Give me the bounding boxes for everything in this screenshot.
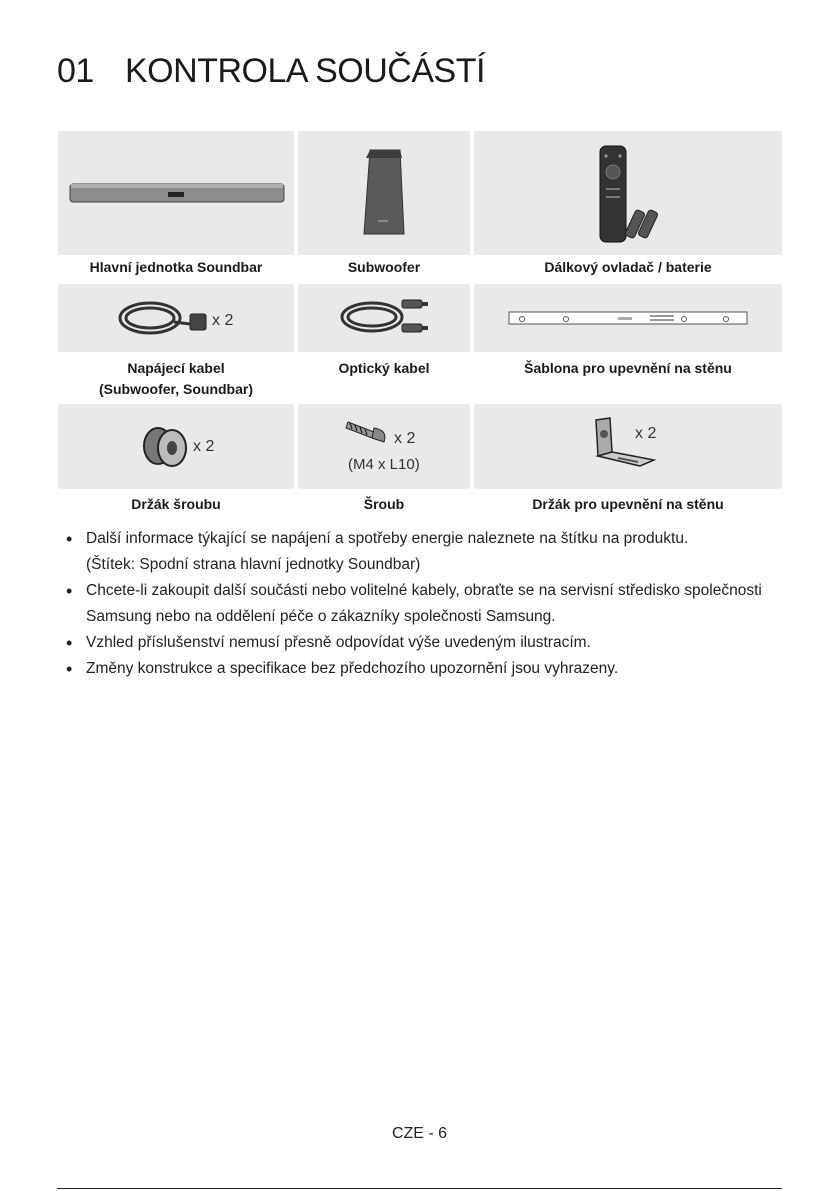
subwoofer-icon [362, 148, 406, 238]
power-cable-icon [116, 298, 212, 338]
screw-holder-icon [140, 424, 190, 470]
notes-list [66, 526, 786, 682]
footer-divider [57, 1188, 782, 1189]
list-item: • Další informace týkající se napájení a spotřeby energie naleznete na štítku na produktu. (Štítek: Spodní strana hlavní jednotky Soundbar) [66, 526, 786, 578]
screw-spec: (M4 x L10) [348, 456, 420, 473]
list-item: • Změny konstrukce a specifikace bez předchozího upozornění jsou vyhrazeny. [66, 656, 786, 682]
page-number: CZE - 6 [391, 1125, 448, 1142]
label-screw: Šroub [363, 496, 405, 512]
section-number: 01 [57, 52, 94, 90]
label-screw-holder: Držák šroubu [131, 496, 221, 512]
label-subwoofer: Subwoofer [347, 259, 421, 275]
list-item: • Chcete-li zakoupit další součásti nebo volitelné kabely, obraťte se na servisní středisko společnosti Samsung nebo na oddělení péče o zákazníky společnosti Samsung. [66, 578, 786, 630]
section-title: KONTROLA SOUČÁSTÍ [125, 52, 485, 90]
qty-power-cable: x 2 [212, 312, 234, 329]
qty-wall-bracket: x 2 [635, 425, 657, 442]
optical-cable-icon [336, 296, 432, 338]
label-wall-bracket: Držák pro upevnění na stěnu [532, 496, 724, 512]
screw-icon [344, 414, 392, 446]
qty-screw: x 2 [394, 430, 416, 447]
label-power-cable: Napájecí kabel (Subwoofer, Soundbar) [99, 360, 253, 397]
qty-screw-holder: x 2 [193, 438, 215, 455]
wall-mount-template-icon [508, 311, 748, 325]
label-soundbar: Hlavní jednotka Soundbar [89, 259, 263, 275]
page-title [57, 52, 485, 91]
list-item: • Vzhled příslušenství nemusí přesně odpovídat výše uvedeným ilustracím. [66, 630, 786, 656]
label-optical-cable: Optický kabel [338, 360, 430, 376]
label-wall-template: Šablona pro upevnění na stěnu [524, 360, 732, 376]
soundbar-icon [68, 180, 286, 206]
label-remote: Dálkový ovladač / baterie [544, 259, 712, 275]
remote-control-icon [598, 144, 662, 244]
